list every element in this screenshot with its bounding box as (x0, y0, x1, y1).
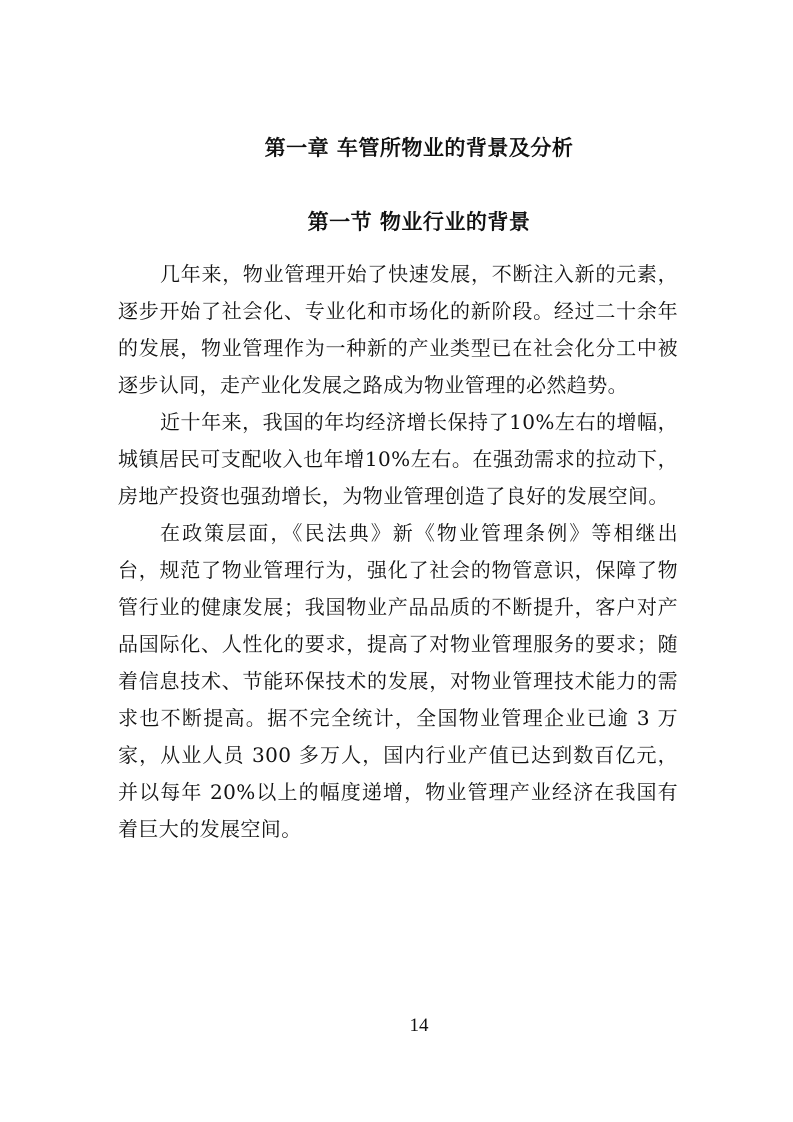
paragraph-policy-level: 在政策层面，《民法典》新《物业管理条例》等相继出台，规范了物业管理行为，强化了社会的物管意识，保障了物管行业的健康发展；我国物业产品品质的不断提升，客户对产品国际化、人性化的要求，提高了对物业管理服务的要求；随着信息技术、节能环保技术的发展，对物业管理技术能力的需求也不断提高。据不完全统计，全国物业管理企业已逾 3 万家，从业人员 300 多万人，国内行业产值已达到数百亿元，并以每年 20%以上的幅度递增，物业管理产业经济在我国有着巨大的发展空间。 (118, 521, 678, 841)
chapter-title: 第一章 车管所物业的背景及分析 (264, 136, 574, 160)
body-text (118, 256, 678, 848)
paragraph-economic-growth: 近十年来，我国的年均经济增长保持了10%左右的增幅，城镇居民可支配收入也年增10%左右。在强劲需求的拉动下，房地产投资也强劲增长，为物业管理创造了良好的发展空间。 (118, 410, 678, 508)
paragraph-industry-development: 几年来，物业管理开始了快速发展，不断注入新的元素，逐步开始了社会化、专业化和市场化的新阶段。经过二十余年的发展，物业管理作为一种新的产业类型已在社会化分工中被逐步认同，走产业化发展之路成为物业管理的必然趋势。 (118, 262, 678, 397)
section-title: 第一节 物业行业的背景 (307, 210, 531, 234)
page-number: 14 (409, 1015, 429, 1036)
